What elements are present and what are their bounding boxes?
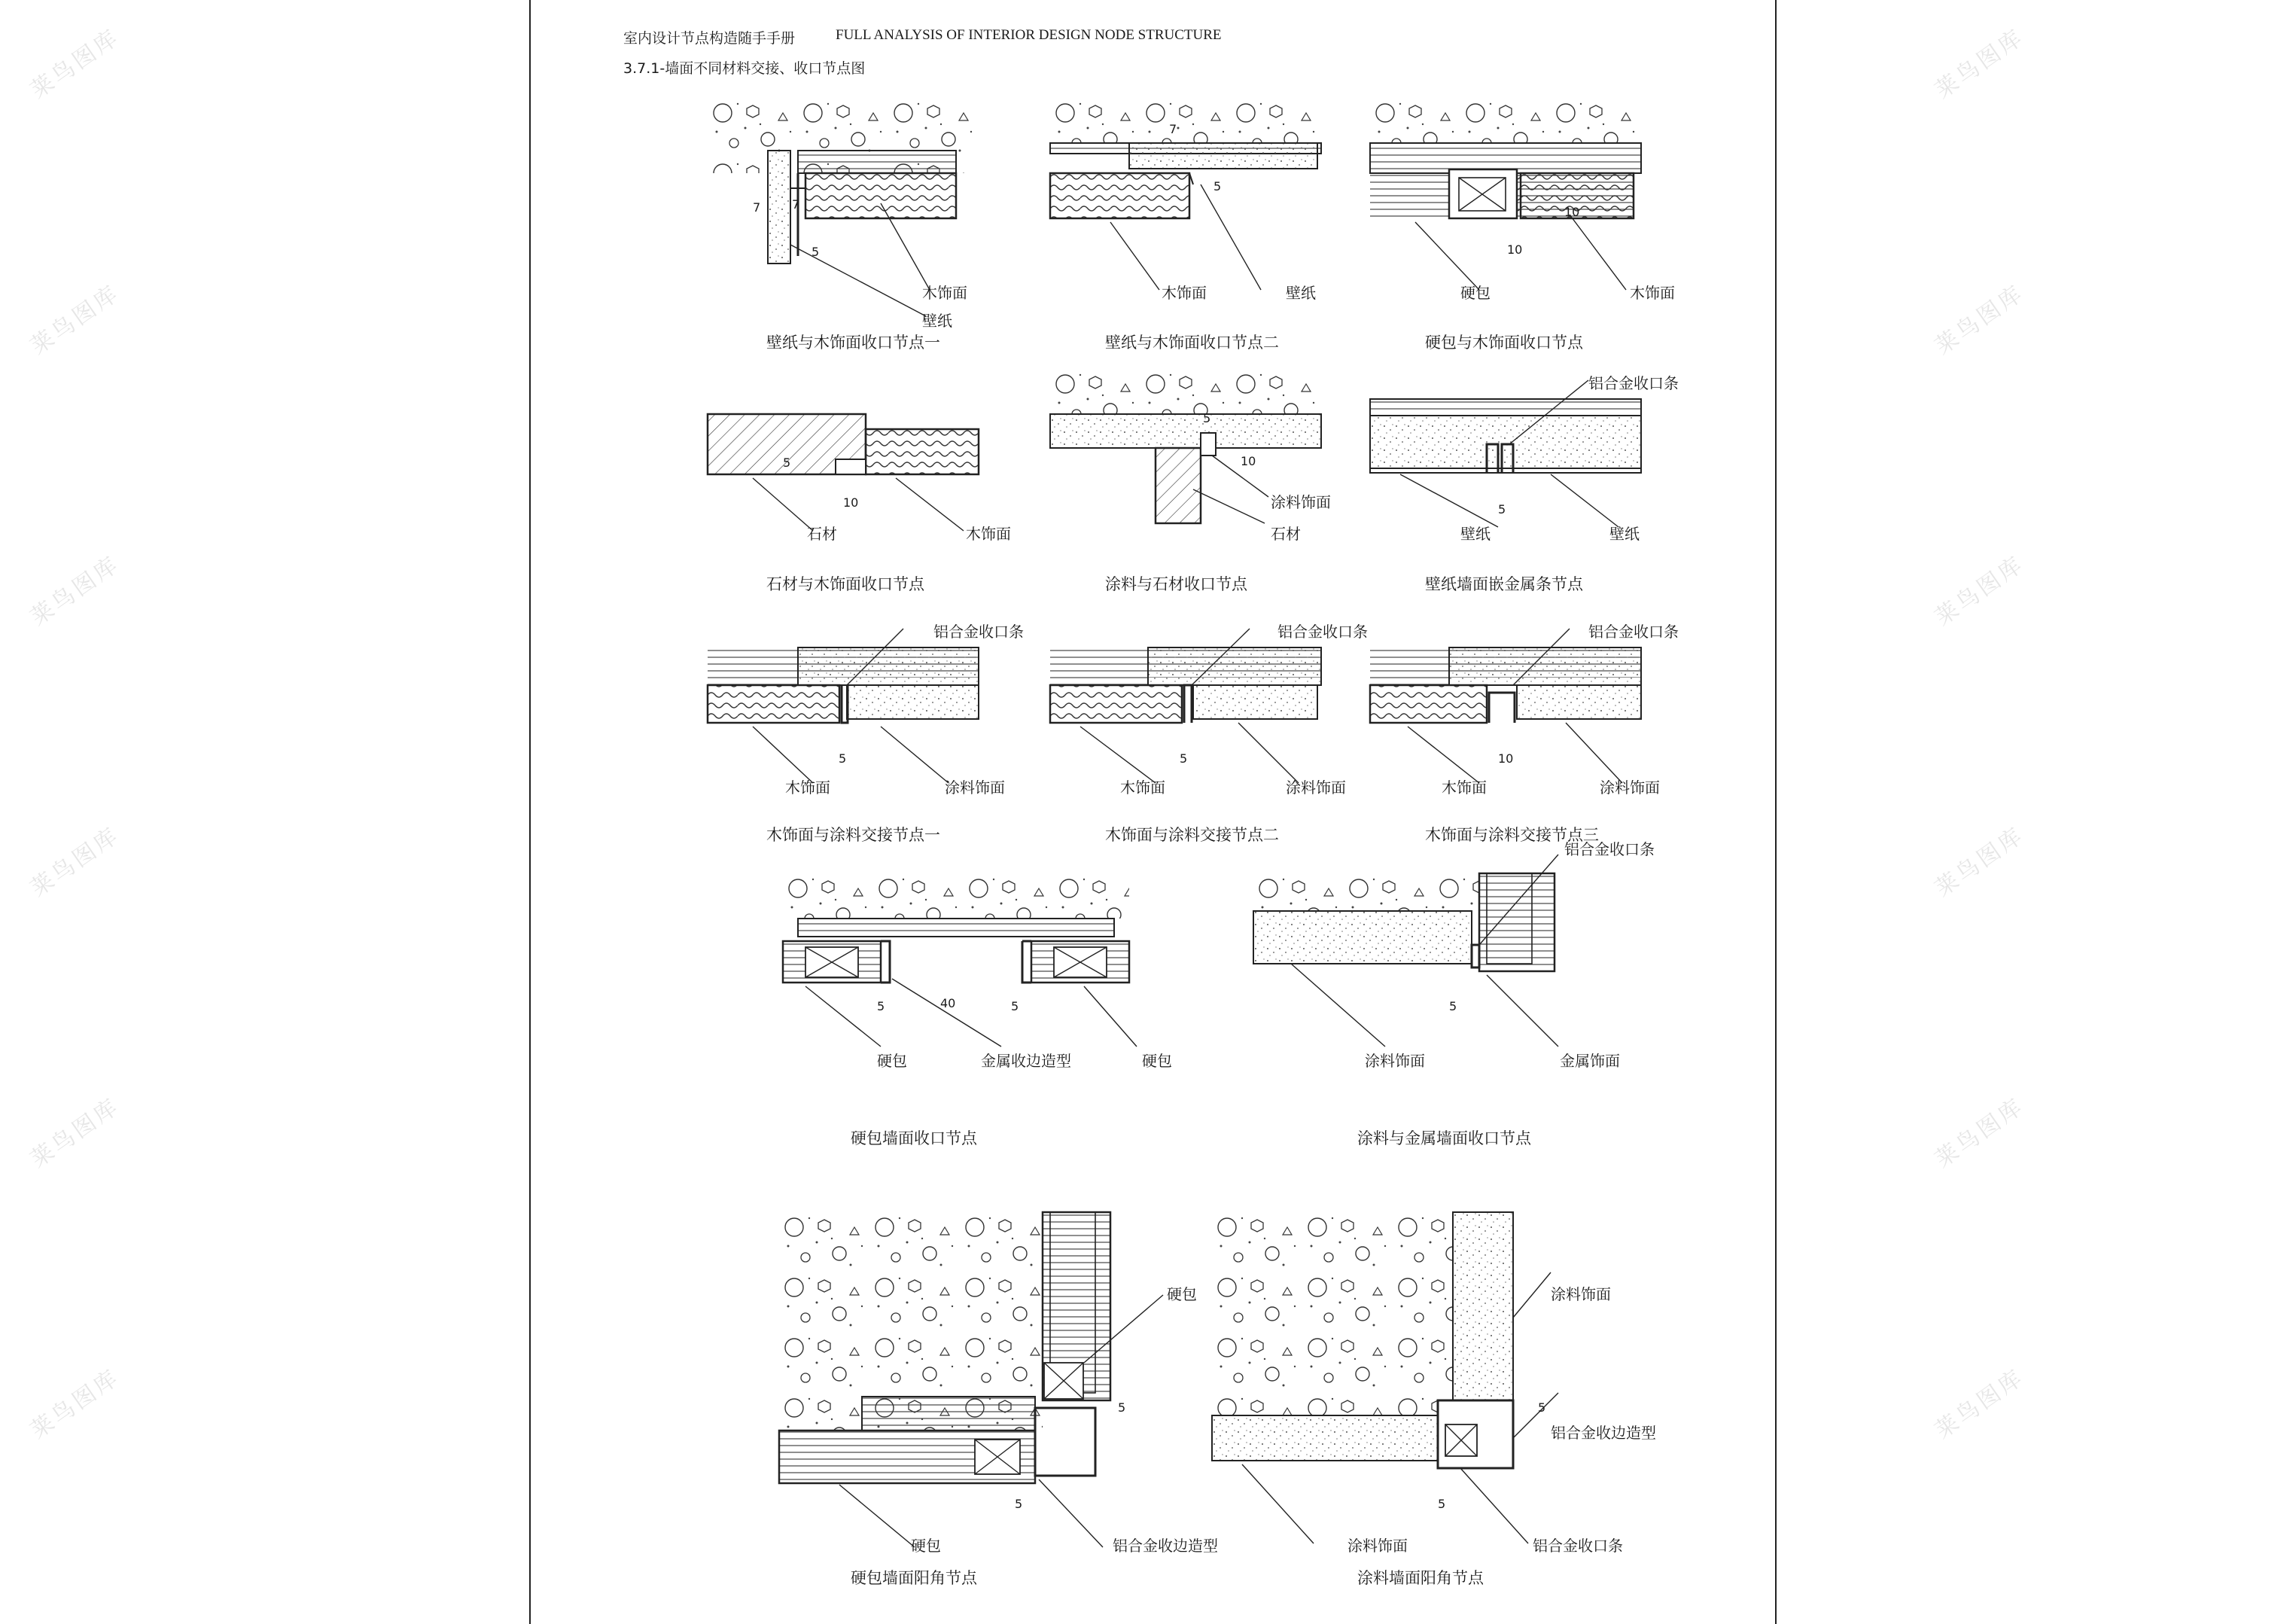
dimension: 5 [783, 456, 791, 470]
label-metal-edge-trim: 金属收边造型 [981, 1052, 1071, 1070]
dimension: 10 [1498, 751, 1514, 766]
label-wood-veneer: 木饰面 [1630, 284, 1675, 302]
dimension: 5 [1015, 1497, 1023, 1511]
caption-detail-13: 涂料墙面阳角节点 [1357, 1569, 1484, 1587]
label-stone: 石材 [1271, 525, 1301, 543]
dimension: 10 [1241, 454, 1256, 468]
label-wallpaper: 壁纸 [1609, 525, 1640, 543]
label-paint-finish: 涂料饰面 [1347, 1537, 1408, 1555]
label-wood-veneer: 木饰面 [785, 778, 830, 797]
detail-4-drawing [708, 407, 979, 542]
dimension: 10 [843, 495, 859, 510]
dimension: 5 [1538, 1400, 1546, 1415]
dimension: 5 [1438, 1497, 1446, 1511]
label-wallpaper: 壁纸 [922, 312, 952, 330]
caption-detail-6: 壁纸墙面嵌金属条节点 [1425, 575, 1583, 593]
detail-10-drawing [783, 873, 1129, 1039]
label-aluminum-trim: 铝合金收口条 [1564, 840, 1655, 858]
label-wood-veneer: 木饰面 [922, 284, 967, 302]
dimension: 5 [1118, 1400, 1126, 1415]
detail-2-drawing [1050, 98, 1321, 279]
caption-detail-3: 硬包与木饰面收口节点 [1425, 334, 1583, 352]
dimension: 5 [1011, 999, 1019, 1013]
dimension: 5 [1203, 411, 1211, 425]
caption-detail-10: 硬包墙面收口节点 [851, 1129, 977, 1147]
watermark: 莱鸟图库 [26, 279, 125, 361]
label-hard-upholstery: 硬包 [911, 1537, 941, 1555]
detail-12-drawing [779, 1212, 1110, 1483]
section-title: 3.7.1-墙面不同材料交接、收口节点图 [623, 60, 866, 77]
label-wood-veneer: 木饰面 [1120, 778, 1165, 797]
label-wallpaper: 壁纸 [1286, 284, 1316, 302]
watermark: 莱鸟图库 [26, 821, 125, 903]
caption-detail-9: 木饰面与涂料交接节点三 [1425, 826, 1599, 844]
label-wallpaper: 壁纸 [1460, 525, 1491, 543]
dimension: 5 [812, 245, 820, 259]
caption-detail-11: 涂料与金属墙面收口节点 [1357, 1129, 1531, 1147]
dimension: 5 [877, 999, 885, 1013]
label-aluminum-trim: 铝合金收口条 [1277, 623, 1368, 641]
detail-1-drawing [708, 98, 979, 279]
watermark: 莱鸟图库 [1930, 1092, 2030, 1174]
label-paint-finish: 涂料饰面 [1365, 1052, 1425, 1070]
header-title-cn: 室内设计节点构造随手手册 [623, 30, 796, 47]
caption-detail-8: 木饰面与涂料交接节点二 [1105, 826, 1279, 844]
dimension: 7 [753, 200, 761, 215]
label-hard-upholstery: 硬包 [1167, 1285, 1197, 1303]
label-hard-upholstery: 硬包 [1142, 1052, 1172, 1070]
dimension: 5 [1449, 999, 1457, 1013]
label-aluminum-trim: 铝合金收口条 [1588, 374, 1679, 392]
dimension: 7 [792, 197, 800, 212]
label-aluminum-trim: 铝合金收口条 [1533, 1537, 1623, 1555]
dimension: 5 [1180, 751, 1188, 766]
dimension: 10 [1507, 242, 1523, 257]
watermark: 莱鸟图库 [1930, 1363, 2030, 1445]
dimension: 5 [1498, 502, 1506, 516]
watermark: 莱鸟图库 [26, 1363, 125, 1445]
caption-detail-12: 硬包墙面阳角节点 [851, 1569, 977, 1587]
label-aluminum-trim: 铝合金收口条 [1588, 623, 1679, 641]
label-wood-veneer: 木饰面 [966, 525, 1011, 543]
label-paint-finish: 涂料饰面 [1286, 778, 1346, 797]
label-wood-veneer: 木饰面 [1162, 284, 1207, 302]
label-wood-veneer: 木饰面 [1442, 778, 1487, 797]
page-border-left [529, 0, 531, 1624]
watermark: 莱鸟图库 [26, 550, 125, 632]
caption-detail-1: 壁纸与木饰面收口节点一 [766, 334, 940, 352]
label-metal-finish: 金属饰面 [1560, 1052, 1620, 1070]
label-paint-finish: 涂料饰面 [1600, 778, 1660, 797]
label-stone: 石材 [807, 525, 837, 543]
caption-detail-2: 壁纸与木饰面收口节点二 [1105, 334, 1279, 352]
watermark: 莱鸟图库 [1930, 23, 2030, 105]
caption-detail-4: 石材与木饰面收口节点 [766, 575, 924, 593]
dimension: 5 [839, 751, 847, 766]
header-title-en: FULL ANALYSIS OF INTERIOR DESIGN NODE STRUCTURE [836, 27, 1222, 43]
label-paint-finish: 涂料饰面 [1271, 493, 1331, 511]
label-hard-upholstery: 硬包 [1460, 284, 1491, 302]
dimension: 40 [940, 996, 956, 1010]
detail-3-drawing [1370, 98, 1641, 279]
dimension: 7 [1169, 122, 1177, 136]
label-hard-upholstery: 硬包 [877, 1052, 907, 1070]
watermark: 莱鸟图库 [1930, 550, 2030, 632]
watermark: 莱鸟图库 [1930, 821, 2030, 903]
watermark: 莱鸟图库 [26, 23, 125, 105]
dimension: 10 [1564, 205, 1580, 219]
detail-13-drawing [1212, 1212, 1546, 1483]
watermark: 莱鸟图库 [26, 1092, 125, 1174]
page-border-right [1775, 0, 1777, 1624]
label-paint-finish: 涂料饰面 [945, 778, 1005, 797]
detail-11-drawing [1253, 873, 1577, 1039]
label-aluminum-edge-trim: 铝合金收边造型 [1551, 1424, 1656, 1442]
label-aluminum-trim: 铝合金收口条 [933, 623, 1024, 641]
dimension: 5 [1213, 179, 1222, 193]
caption-detail-5: 涂料与石材收口节点 [1105, 575, 1247, 593]
caption-detail-7: 木饰面与涂料交接节点一 [766, 826, 940, 844]
label-paint-finish: 涂料饰面 [1551, 1285, 1611, 1303]
label-aluminum-edge-trim: 铝合金收边造型 [1113, 1537, 1218, 1555]
watermark: 莱鸟图库 [1930, 279, 2030, 361]
